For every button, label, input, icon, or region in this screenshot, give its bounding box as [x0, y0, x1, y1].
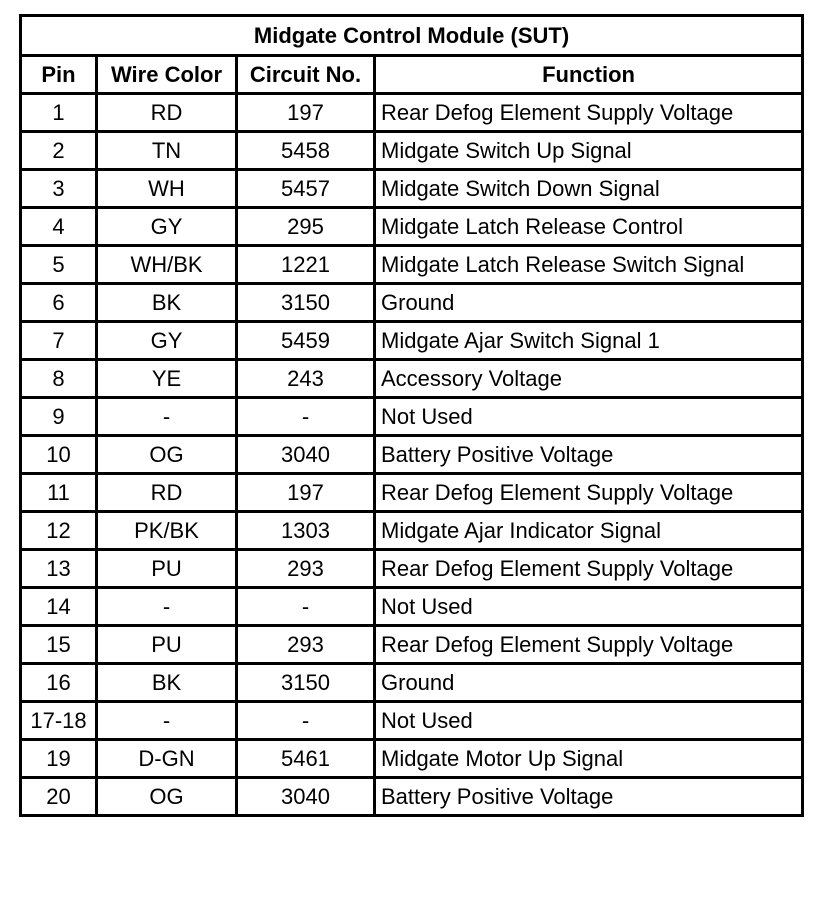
table-row: [21, 474, 803, 512]
cell-circuit-no: 3150: [237, 284, 375, 322]
cell-circuit-no: 293: [237, 550, 375, 588]
table-row: [21, 436, 803, 474]
cell-wire-color: OG: [97, 778, 237, 816]
cell-function: Midgate Switch Down Signal: [375, 170, 803, 208]
cell-pin: 14: [21, 588, 97, 626]
cell-wire-color: WH/BK: [97, 246, 237, 284]
cell-pin: 13: [21, 550, 97, 588]
table-row: [21, 322, 803, 360]
cell-function: Midgate Ajar Indicator Signal: [375, 512, 803, 550]
cell-pin: 9: [21, 398, 97, 436]
cell-pin: 20: [21, 778, 97, 816]
table-row: [21, 512, 803, 550]
cell-pin: 11: [21, 474, 97, 512]
cell-wire-color: WH: [97, 170, 237, 208]
cell-function: Midgate Latch Release Switch Signal: [375, 246, 803, 284]
cell-function: Not Used: [375, 702, 803, 740]
cell-pin: 12: [21, 512, 97, 550]
cell-circuit-no: 197: [237, 94, 375, 132]
table-row: [21, 170, 803, 208]
cell-function: Midgate Latch Release Control: [375, 208, 803, 246]
cell-pin: 17-18: [21, 702, 97, 740]
header-function: Function: [375, 56, 803, 94]
table-row: [21, 664, 803, 702]
cell-circuit-no: 5457: [237, 170, 375, 208]
header-circuit-no: Circuit No.: [237, 56, 375, 94]
cell-circuit-no: -: [237, 588, 375, 626]
cell-wire-color: YE: [97, 360, 237, 398]
cell-pin: 3: [21, 170, 97, 208]
cell-pin: 6: [21, 284, 97, 322]
cell-wire-color: GY: [97, 208, 237, 246]
cell-function: Rear Defog Element Supply Voltage: [375, 626, 803, 664]
cell-wire-color: D-GN: [97, 740, 237, 778]
cell-wire-color: BK: [97, 284, 237, 322]
table-row: [21, 702, 803, 740]
cell-function: Ground: [375, 664, 803, 702]
cell-circuit-no: 243: [237, 360, 375, 398]
cell-circuit-no: 3040: [237, 778, 375, 816]
cell-circuit-no: 1221: [237, 246, 375, 284]
cell-function: Ground: [375, 284, 803, 322]
cell-wire-color: PU: [97, 550, 237, 588]
table-row: [21, 132, 803, 170]
cell-wire-color: -: [97, 398, 237, 436]
table-row: [21, 284, 803, 322]
cell-circuit-no: 1303: [237, 512, 375, 550]
table-row: [21, 740, 803, 778]
cell-function: Accessory Voltage: [375, 360, 803, 398]
cell-wire-color: GY: [97, 322, 237, 360]
cell-function: Battery Positive Voltage: [375, 778, 803, 816]
cell-wire-color: TN: [97, 132, 237, 170]
header-pin: Pin: [21, 56, 97, 94]
cell-wire-color: PU: [97, 626, 237, 664]
table-row: [21, 208, 803, 246]
cell-function: Not Used: [375, 588, 803, 626]
cell-pin: 4: [21, 208, 97, 246]
cell-pin: 8: [21, 360, 97, 398]
cell-function: Midgate Ajar Switch Signal 1: [375, 322, 803, 360]
cell-function: Midgate Switch Up Signal: [375, 132, 803, 170]
table-row: [21, 550, 803, 588]
table-header-row: [21, 56, 803, 94]
cell-function: Midgate Motor Up Signal: [375, 740, 803, 778]
cell-pin: 1: [21, 94, 97, 132]
cell-circuit-no: 295: [237, 208, 375, 246]
cell-wire-color: OG: [97, 436, 237, 474]
cell-pin: 7: [21, 322, 97, 360]
cell-wire-color: -: [97, 702, 237, 740]
cell-pin: 2: [21, 132, 97, 170]
cell-circuit-no: 3040: [237, 436, 375, 474]
cell-wire-color: PK/BK: [97, 512, 237, 550]
table-row: [21, 94, 803, 132]
cell-pin: 5: [21, 246, 97, 284]
table-row: [21, 588, 803, 626]
table-row: [21, 398, 803, 436]
cell-pin: 10: [21, 436, 97, 474]
table-title-row: [21, 16, 803, 56]
table-row: [21, 778, 803, 816]
cell-pin: 19: [21, 740, 97, 778]
header-wire-color: Wire Color: [97, 56, 237, 94]
cell-circuit-no: 5458: [237, 132, 375, 170]
cell-circuit-no: 5459: [237, 322, 375, 360]
cell-function: Rear Defog Element Supply Voltage: [375, 94, 803, 132]
cell-circuit-no: -: [237, 398, 375, 436]
cell-wire-color: -: [97, 588, 237, 626]
cell-function: Not Used: [375, 398, 803, 436]
table-row: [21, 626, 803, 664]
connector-pinout-table: [19, 14, 804, 817]
cell-circuit-no: 197: [237, 474, 375, 512]
cell-pin: 15: [21, 626, 97, 664]
cell-wire-color: BK: [97, 664, 237, 702]
table-row: [21, 246, 803, 284]
cell-function: Rear Defog Element Supply Voltage: [375, 474, 803, 512]
table-row: [21, 360, 803, 398]
table-title: Midgate Control Module (SUT): [21, 16, 803, 56]
cell-function: Rear Defog Element Supply Voltage: [375, 550, 803, 588]
cell-circuit-no: -: [237, 702, 375, 740]
table-body: [21, 94, 803, 816]
cell-circuit-no: 3150: [237, 664, 375, 702]
cell-circuit-no: 5461: [237, 740, 375, 778]
cell-function: Battery Positive Voltage: [375, 436, 803, 474]
cell-circuit-no: 293: [237, 626, 375, 664]
cell-pin: 16: [21, 664, 97, 702]
cell-wire-color: RD: [97, 94, 237, 132]
cell-wire-color: RD: [97, 474, 237, 512]
